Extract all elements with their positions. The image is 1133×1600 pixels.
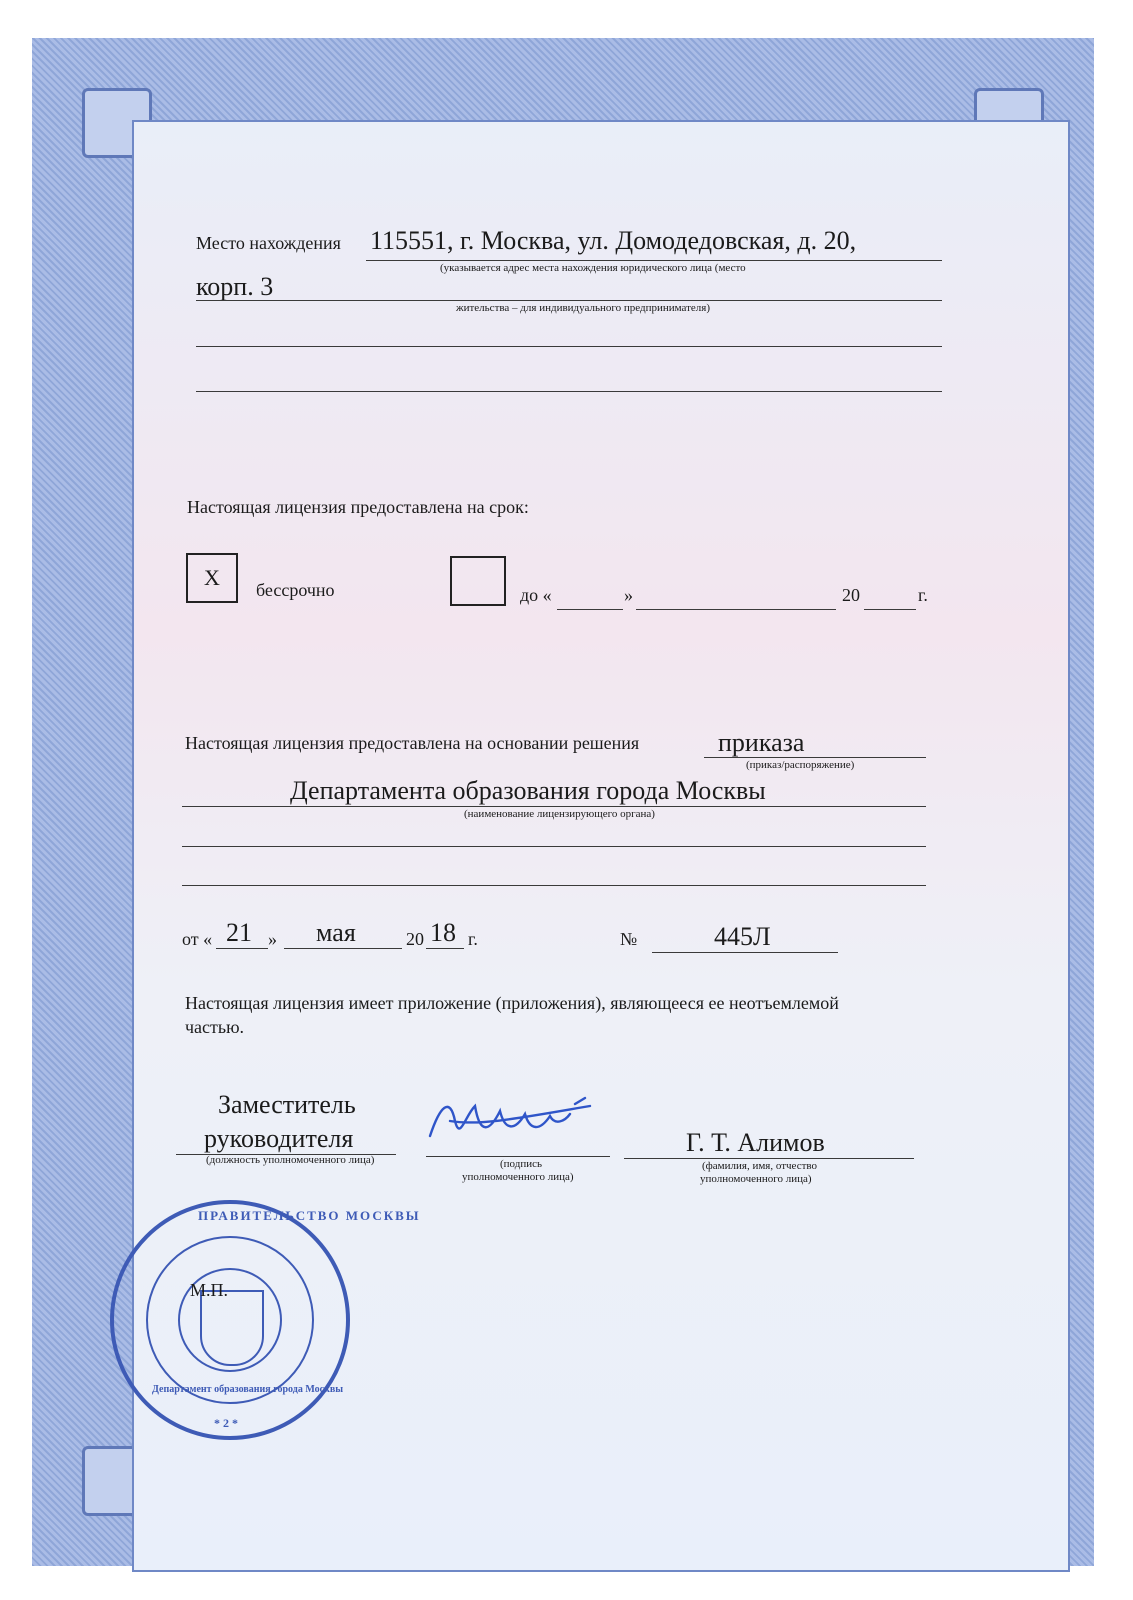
date-month: мая: [316, 918, 356, 947]
position-caption: (должность уполномоченного лица): [206, 1154, 375, 1166]
date-year-suffix: 18: [430, 918, 456, 947]
term-label: Настоящая лицензия предоставлена на срок:: [187, 497, 529, 517]
signature-caption-1: (подпись: [500, 1158, 543, 1170]
blank-line: [182, 846, 926, 847]
official-stamp: [110, 1200, 421, 1440]
signer-name: Г. Т. Алимов: [686, 1128, 825, 1157]
appendix-line2: частью.: [185, 1017, 245, 1037]
until-year-suffix: г.: [918, 585, 928, 605]
date-close-quote: »: [268, 929, 277, 949]
name-caption-2: уполномоченного лица): [700, 1173, 812, 1185]
until-month-underline: [636, 609, 836, 610]
decision-caption: (приказ/распоряжение): [746, 759, 855, 771]
address-caption-1: (указывается адрес места нахождения юридического лица (место: [440, 262, 746, 274]
address-value-line1: 115551, г. Москва, ул. Домодедовская, д. 20,: [370, 226, 857, 255]
until-checkbox: [450, 556, 506, 606]
handwritten-signature: [420, 1076, 620, 1156]
blank-line: [196, 346, 942, 347]
date-from-label: от «: [182, 929, 213, 949]
signer-position-line1: Заместитель: [218, 1090, 356, 1119]
decision-underline: [704, 757, 926, 758]
basis-label: Настоящая лицензия предоставлена на основании решения: [185, 733, 640, 753]
authority-name: Департамента образования города Москвы: [290, 776, 766, 805]
until-year-underline: [864, 609, 916, 610]
appendix-line1: Настоящая лицензия имеет приложение (приложения), являющееся ее неотъемлемой: [185, 993, 839, 1013]
name-caption-1: (фамилия, имя, отчество: [702, 1160, 818, 1172]
blank-line: [182, 885, 926, 886]
authority-underline: [182, 806, 926, 807]
stamp-outer-text: ПРАВИТЕЛЬСТВО МОСКВЫ: [198, 1208, 421, 1223]
moscow-coat-of-arms-icon: [200, 1290, 264, 1366]
decision-type: приказа: [718, 728, 805, 757]
address-caption-2: жительства – для индивидуального предпринимателя): [456, 302, 710, 314]
stamp-number: * 2 *: [214, 1416, 238, 1430]
number-label: №: [620, 929, 638, 949]
mp-label: М.П.: [190, 1280, 229, 1300]
signature-caption-2: уполномоченного лица): [462, 1171, 574, 1183]
until-day-underline: [557, 609, 623, 610]
blank-line: [196, 391, 942, 392]
address-underline: [366, 260, 942, 261]
address-underline-2: [196, 300, 942, 301]
until-close-quote: »: [624, 585, 633, 605]
date-day: 21: [226, 918, 252, 947]
signature-underline: [426, 1156, 610, 1157]
date-year-prefix: 20: [406, 929, 424, 949]
indefinite-label: бессрочно: [256, 580, 335, 600]
indefinite-checkbox: [186, 553, 238, 603]
number-underline: [652, 952, 838, 953]
address-value-line2: корп. 3: [196, 272, 274, 301]
authority-caption: (наименование лицензирующего органа): [464, 808, 655, 820]
stamp-inner-text: Департамент образования города Москвы: [152, 1384, 344, 1395]
date-g: г.: [468, 929, 478, 949]
date-year-underline: [426, 948, 464, 949]
date-month-underline: [284, 948, 402, 949]
license-number: 445Л: [714, 922, 771, 951]
until-label: до «: [520, 585, 552, 605]
name-underline: [624, 1158, 914, 1159]
date-day-underline: [216, 948, 268, 949]
until-year-prefix: 20: [842, 585, 860, 605]
signer-position-line2: руководителя: [204, 1124, 354, 1153]
address-label: Место нахождения: [196, 233, 341, 253]
checkbox-mark: Х: [204, 565, 220, 590]
